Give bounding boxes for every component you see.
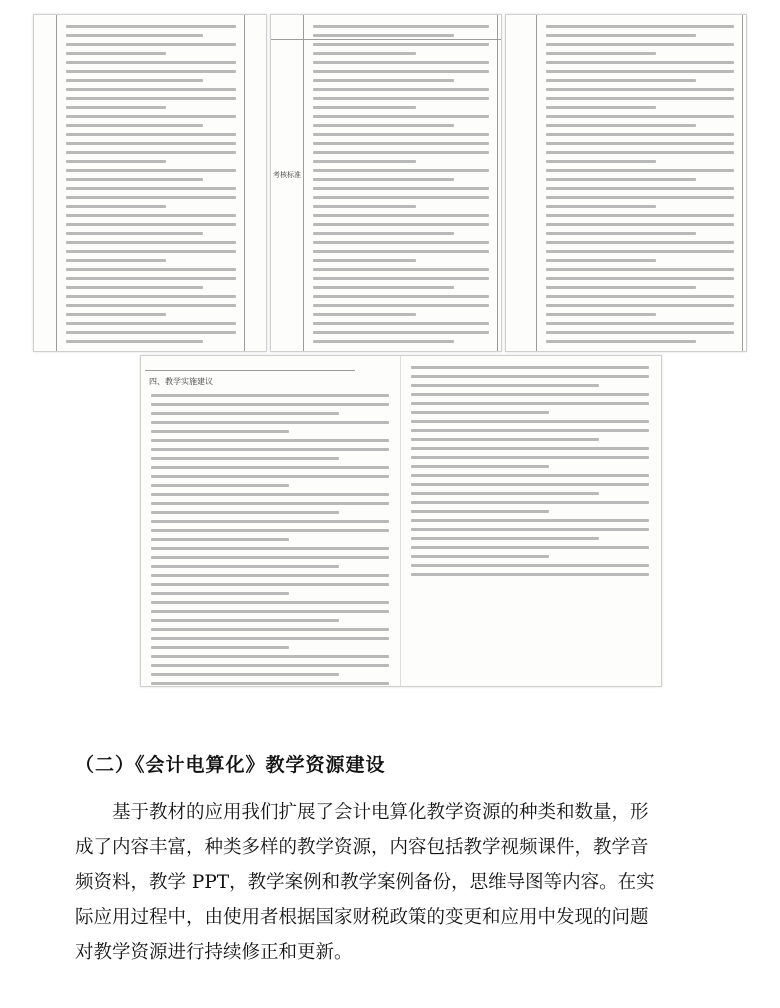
scanned-page-thumbnail-1 [33,14,267,352]
scanned-page-thumbnail-3 [505,14,747,352]
scanned-spread-thumbnail [140,355,662,687]
paragraph-line: 对教学资源进行持续修正和更新。 [75,942,353,963]
paragraph-line: 成了内容丰富，种类多样的教学资源，内容包括教学视频课件，教学音 [75,837,649,858]
body-paragraph [75,795,715,970]
paragraph-line: 基于教材的应用我们扩展了会计电算化教学资源的种类和数量，形 [112,802,649,823]
scanned-heading: 四、教学实施建议 [149,377,213,386]
scanned-page-thumbnail-2 [270,14,502,352]
section-heading: （二）《会计电算化》教学资源建设 [75,754,386,776]
paragraph-line: 频资料，教学 PPT，教学案例和教学案例备份，思维导图等内容。在实 [75,872,655,893]
paragraph-line: 际应用过程中，由使用者根据国家财税政策的变更和应用中发现的问题 [75,907,649,928]
table-row-label: 考核标准 [273,171,301,179]
